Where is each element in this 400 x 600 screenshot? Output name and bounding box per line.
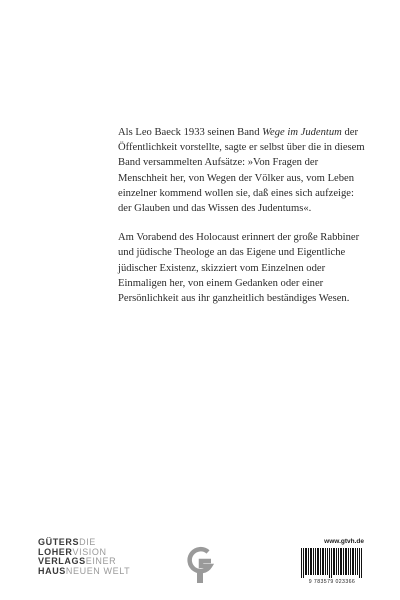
- barcode-area: [300, 538, 364, 585]
- paragraph-1-lead: Als Leo Baeck 1933 seinen Band: [118, 127, 263, 138]
- paragraph-1-rest: der Öffentlichkeit vorstellte, sagte er selbst über die in diesem Band versammelten Aufsätze: »Von Fragen der Menschheit her, von Wegen der Völker aus, vom Leben einzelner kommend wollen sie, daß eines sich aufzeige: der Glauben und das Wissen des Judentums«.: [118, 127, 365, 215]
- logo-row-4: HAUSNEUEN WELT: [38, 565, 131, 576]
- logo-row-3: VERLAGSEINER: [38, 556, 117, 567]
- publisher-url: www.gtvh.de: [324, 538, 364, 545]
- paragraph-2: Am Vorabend des Holocaust erinnert der große Rabbiner und jüdische Theologe an das Eigene und Eigentliche jüdischer Existenz, skizziert vom Einzelnen oder Einmaligen her, von einem Gedanken oder einer Persönlichkeit aus ihr ganzheitlich beständiges Wesen.: [118, 232, 360, 305]
- paragraph-1: [118, 125, 368, 216]
- back-cover-text: [118, 125, 368, 320]
- barcode-number: 9 783579 023366: [308, 579, 356, 585]
- barcode-icon: [300, 548, 364, 578]
- logo-row-1: GÜTERSDIE: [38, 537, 96, 547]
- book-title: Wege im Judentum: [262, 127, 342, 138]
- publisher-g-logo-icon: [186, 546, 214, 584]
- logo-row-2: LOHERVISION: [38, 546, 107, 557]
- publisher-logo: [38, 538, 130, 576]
